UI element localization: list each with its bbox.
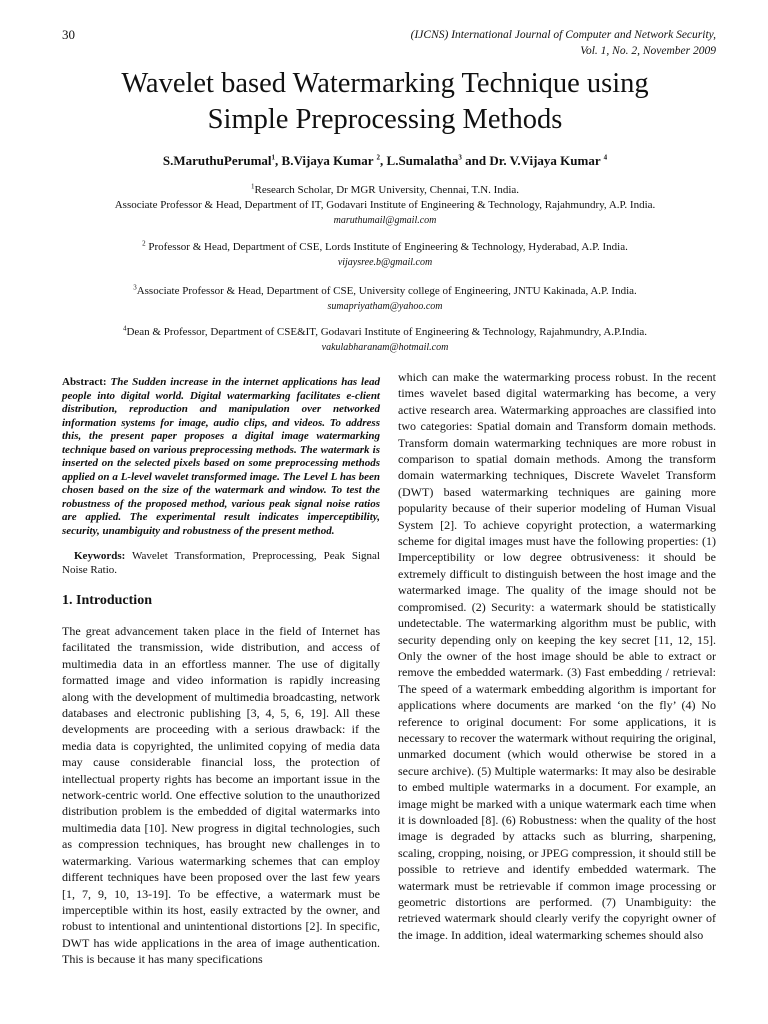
keywords <box>62 550 380 577</box>
paper-title <box>40 66 730 138</box>
abstract-label: Abstract: <box>62 376 111 388</box>
affiliation-4-email: vakulabharanam@hotmail.com <box>321 342 449 353</box>
author-1-sup: 1 <box>271 153 276 162</box>
affiliation-4-line1 <box>40 325 730 340</box>
affiliation-1-line2: Associate Professor & Head, Department of IT, Godavari Institute of Engineering & Technology, Rajahmundry, A.P. India. <box>114 199 656 211</box>
affiliation-4 <box>40 325 730 355</box>
abstract-text: The Sudden increase in the internet applications has lead people into digital world. Digital watermarking facilitates e-client distribution, reproduction and manipulation over networked information systems for image, audio clips, and videos. To address this, the present paper proposes a digital image watermarking technique based on various preprocessing methods. The watermark is inserted on the selected pixels based on some preprocessing methods applied on a L-level wavelet transformed image. The Level L has been chosen based on the size of the watermark and window. To test the robustness of the proposed method, various peak signal noise ratios are applied. The experimental result indicates imperceptibility, security, unambiguity and robustness of the present method. <box>62 376 380 537</box>
author-3: , L.Sumalatha <box>380 153 459 168</box>
title-line-2: Simple Preprocessing Methods <box>207 104 563 135</box>
keywords-label: Keywords: <box>74 550 126 562</box>
right-column <box>398 369 716 943</box>
affiliation-2-email: vijaysree.b@gmail.com <box>337 257 433 268</box>
author-2: , B.Vijaya Kumar <box>275 153 377 168</box>
author-4: and Dr. V.Vijaya Kumar <box>461 153 604 168</box>
author-1: S.MaruthuPerumal <box>162 153 272 168</box>
affiliation-2-sup: 2 <box>142 239 146 248</box>
affiliation-1-sup: 1 <box>250 182 255 191</box>
journal-name: (IJCNS) International Journal of Computer and Network Security, <box>410 29 716 41</box>
affiliation-1-text: Research Scholar, Dr MGR University, Chennai, T.N. India. <box>254 184 520 196</box>
journal-volume: Vol. 1, No. 2, November 2009 <box>580 45 716 57</box>
affiliation-2 <box>40 240 730 270</box>
keywords-text: Wavelet Transformation, Preprocessing, Peak Signal Noise Ratio. <box>62 550 380 576</box>
affiliation-4-text: Dean & Professor, Department of CSE&IT, Godavari Institute of Engineering & Technology, Rajahmundry, A.P.India. <box>126 326 648 338</box>
page-number: 30 <box>62 27 75 42</box>
abstract <box>62 376 380 538</box>
intro-paragraph: The great advancement taken place in the field of Internet has facilitated the transmission, wide distribution, and access of multimedia data in an effortless manner. The use of digitally formatted image and video information is rapidly increasing along with the development of multimedia broadcasting, network databases and electronic publishing [3, 4, 5, 6, 19]. All these developments are proceeding with a serious drawback: if the media data is copyrighted, the unlimited copying of media data may cause considerable financial loss, the protection of intellectual property rights has become an important issue in the network-centric world. One effective solution to the unauthorized distribution problem is the embedded of digital watermarks into multimedia data [10]. New progress in digital technologies, such as compression techniques, has brought new challenges in to watermarking. Various watermarking schemes that can employ different techniques have been proposed over the last few years [1, 7, 9, 10, 13-19]. To be effective, a watermark must be imperceptible within its host, easily extracted by the owner, and robust to intentional and unintentional distortions [2]. In specific, DWT has wide applications in the area of image authentication. This is because it has many specifications <box>62 624 380 967</box>
affiliation-3-email: sumapriyatham@yahoo.com <box>327 301 443 312</box>
affiliation-2-line1 <box>40 240 730 255</box>
author-list <box>40 153 730 169</box>
affiliation-4-sup: 4 <box>122 324 127 333</box>
author-2-sup: 2 <box>376 153 381 162</box>
affiliation-3 <box>40 284 730 314</box>
journal-header <box>296 27 716 59</box>
affiliation-3-text: Associate Professor & Head, Department of CSE, University college of Engineering, JNTU Kakinada, A.P. India. <box>136 285 637 297</box>
affiliation-1-line1 <box>40 183 730 198</box>
section-heading-introduction: 1. Introduction <box>62 593 152 608</box>
affiliation-1 <box>40 183 730 228</box>
author-3-sup: 3 <box>458 153 462 162</box>
affiliation-2-text: Professor & Head, Department of CSE, Lords Institute of Engineering & Technology, Hyderabad, A.P. India. <box>145 241 628 253</box>
intro-paragraph-continued: which can make the watermarking process robust. In the recent times wavelet based digital watermarking has become, a very active research area. Watermarking approaches are classified into two categories: Spatial domain and Transform domain methods. Transform domain watermarking techniques are more robust in comparison to spatial domain methods. Among the transform domain watermarking techniques, Discrete Wavelet Transform (DWT) based watermarking techniques are gaining more popularity because of their superior modeling of Human Visual System [2]. To achieve copyright protection, a watermarking scheme for digital images must have the following properties: (1) Imperceptibility or low degree obtrusiveness: it should be extremely difficult to distinguish between the host image and the watermarked image. The quality of the image should not be compromised. (2) Security: a watermark should be statistically undetectable. The watermarking algorithm must be public, with security depending only on keeping the key secret [11, 12, 15]. Only the owner of the host image should be able to extract or remove the embedded watermark. (3) Fast embedding / retrieval: The speed of a watermark embedding algorithm is important for applications where documents are marked ‘on the fly’ (4) No reference to original document: For some applications, it is necessary to recover the watermark without requiring the original, unmarked document (which would otherwise be stored in a secure archive). (5) Multiple watermarks: It may also be desirable to embed multiple watermarks in a document. For example, an image might be marked with a unique watermark each time when it is downloaded [8]. (6) Robustness: when the quality of the host image is degraded by attacks such as blurring, sharpening, scaling, cropping, noising, or JPEG compression, it should still be possible to retrieve and identify embedded watermark. The watermark must be retrievable if common image processing or geometric distortions are performed. (7) Unambiguity: the retrieved watermark should clearly verify the copyright owner of the image. In addition, ideal watermarking schemes should also <box>398 370 716 942</box>
affiliation-3-sup: 3 <box>133 283 137 292</box>
affiliation-1-email: maruthumail@gmail.com <box>333 215 437 226</box>
affiliation-3-line1 <box>40 284 730 299</box>
left-column <box>62 376 380 968</box>
author-4-sup: 4 <box>603 153 608 162</box>
title-line-1: Wavelet based Watermarking Technique using <box>121 68 649 99</box>
